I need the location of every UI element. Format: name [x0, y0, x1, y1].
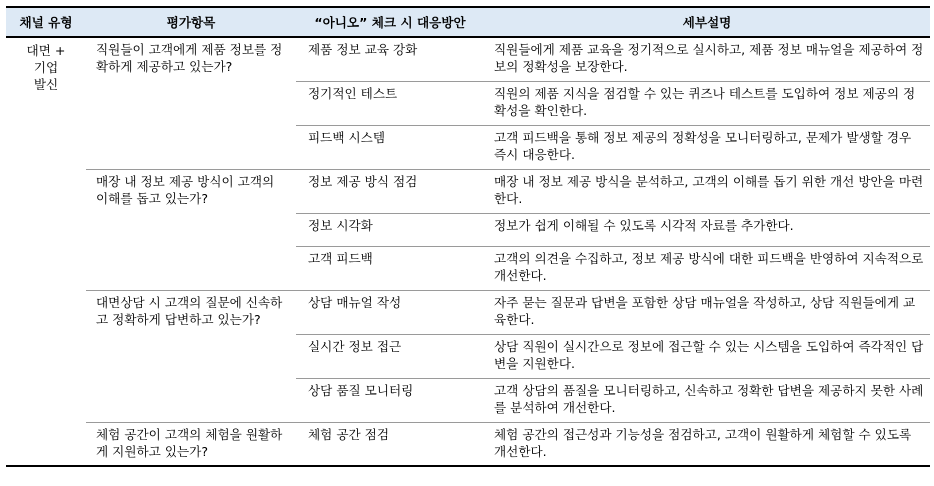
detail-cell: 직원의 제품 지식을 점검할 수 있는 퀴즈나 테스트를 도입하여 정보 제공의 정확성을 확인한다. — [484, 81, 930, 125]
table-row — [6, 37, 930, 81]
criterion-cell: 직원들이 고객에게 제품 정보를 정확하게 제공하고 있는가? — [96, 42, 283, 74]
response-plan-cell: 체험 공간 점검 — [296, 422, 484, 466]
channel-type-text: 대면 + 기업 발신 — [26, 43, 66, 92]
response-plan-cell: 정기적인 테스트 — [296, 81, 484, 125]
detail-cell: 직원들에게 제품 교육을 정기적으로 실시하고, 제품 정보 매뉴얼을 제공하여 정보의 정확성을 보장한다. — [494, 42, 924, 74]
detail-cell: 정보가 쉽게 이해될 수 있도록 시각적 자료를 추가한다. — [484, 213, 930, 246]
response-plan-cell: 상담 매뉴얼 작성 — [296, 290, 484, 334]
response-plan-cell: 정보 제공 방식 점검 — [296, 169, 484, 213]
table-row — [6, 169, 930, 213]
detail-cell: 자주 묻는 질문과 답변을 포함한 상담 매뉴얼을 작성하고, 상담 직원들에게 교육한다. — [484, 290, 930, 334]
header-channel-type: 채널 유형 — [6, 7, 86, 37]
channel-type-cell — [6, 37, 86, 466]
criterion-cell: 체험 공간이 고객의 체험을 원활하게 지원하고 있는가? — [86, 422, 296, 466]
detail-cell: 고객 상담의 품질을 모니터링하고, 신속하고 정확한 답변을 제공하지 못한 사례를 분석하여 개선한다. — [484, 378, 930, 422]
response-plan-cell: 피드백 시스템 — [296, 125, 484, 169]
criterion-cell: 매장 내 정보 제공 방식이 고객의 이해를 돕고 있는가? — [86, 169, 296, 290]
response-plan-cell: 제품 정보 교육 강화 — [308, 42, 418, 57]
detail-cell: 고객의 의견을 수집하고, 정보 제공 방식에 대한 피드백을 반영하여 지속적으로 개선한다. — [484, 246, 930, 290]
table-header-row — [6, 7, 930, 37]
table-row — [6, 422, 930, 466]
header-response-plan: “아니오” 체크 시 대응방안 — [296, 7, 484, 37]
header-criterion: 평가항목 — [86, 7, 296, 37]
criterion-cell: 대면상담 시 고객의 질문에 신속하고 정확하게 답변하고 있는가? — [86, 290, 296, 422]
evaluation-table — [6, 6, 930, 467]
detail-cell: 매장 내 정보 제공 방식을 분석하고, 고객의 이해를 돕기 위한 개선 방안을 마련한다. — [484, 169, 930, 213]
response-plan-cell: 실시간 정보 접근 — [296, 334, 484, 378]
response-plan-cell: 정보 시각화 — [296, 213, 484, 246]
header-detail: 세부설명 — [484, 7, 930, 37]
detail-cell: 고객 피드백을 통해 정보 제공의 정확성을 모니터링하고, 문제가 발생할 경우 즉시 대응한다. — [484, 125, 930, 169]
response-plan-cell: 상담 품질 모니터링 — [296, 378, 484, 422]
detail-cell: 체험 공간의 접근성과 기능성을 점검하고, 고객이 원활하게 체험할 수 있도록 개선한다. — [484, 422, 930, 466]
detail-cell: 상담 직원이 실시간으로 정보에 접근할 수 있는 시스템을 도입하여 즉각적인 답변을 지원한다. — [484, 334, 930, 378]
table-row — [6, 290, 930, 334]
response-plan-cell: 고객 피드백 — [296, 246, 484, 290]
